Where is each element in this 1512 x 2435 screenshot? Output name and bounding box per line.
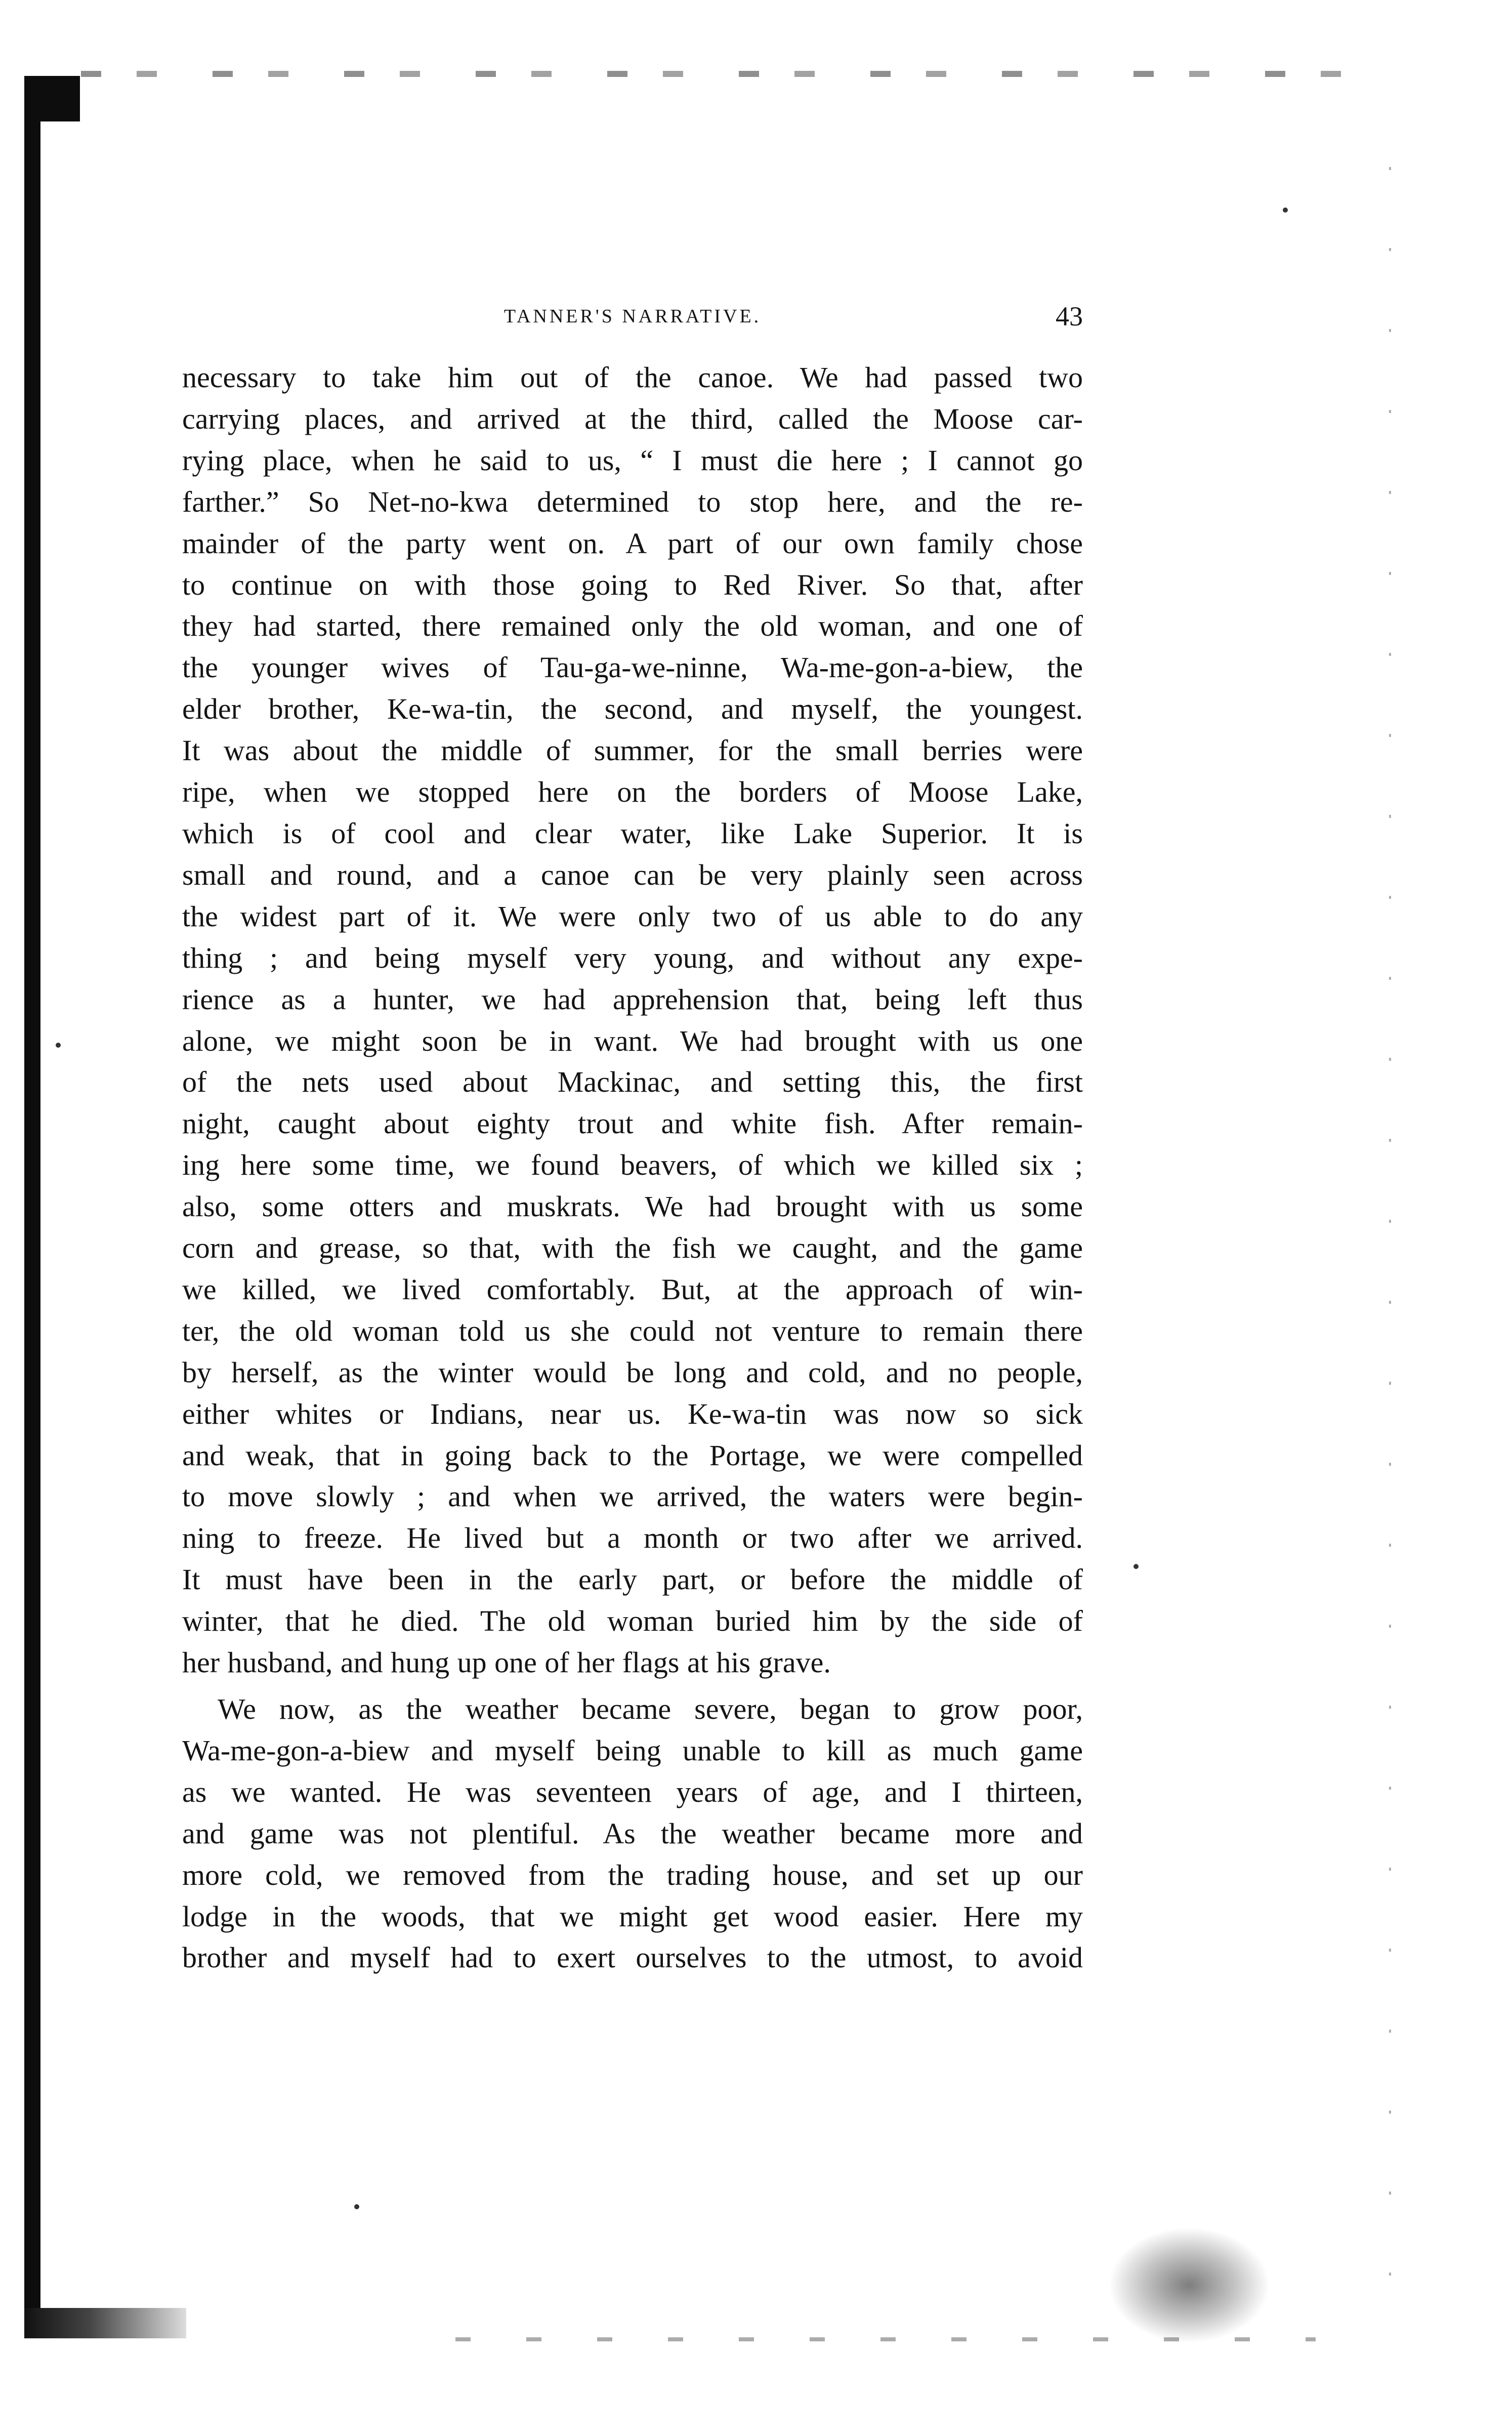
text-line: ter, the old woman told us she could not venture to remain there	[182, 1314, 1083, 1347]
text-line: alone, we might soon be in want. We had brought with us one	[182, 1024, 1083, 1057]
text-line: thing ; and being myself very young, and without any expe-	[182, 941, 1083, 974]
paragraph	[182, 357, 1083, 1683]
text-line: to continue on with those going to Red River. So that, after	[182, 568, 1083, 601]
text-line: rying place, when he said to us, “ I must die here ; I cannot go	[182, 443, 1083, 477]
text-line: ning to freeze. He lived but a month or two after we arrived.	[182, 1521, 1083, 1555]
page-number: 43	[1056, 301, 1083, 332]
scan-speck	[354, 2204, 359, 2209]
text-line: winter, that he died. The old woman buried him by the side of	[182, 1604, 1083, 1638]
text-line: small and round, and a canoe can be very plainly seen across	[182, 858, 1083, 891]
text-line: ing here some time, we found beavers, of which we killed six ;	[182, 1148, 1083, 1182]
text-line: by herself, as the winter would be long and cold, and no people,	[182, 1355, 1083, 1389]
text-line: We now, as the weather became severe, began to grow poor,	[218, 1693, 1083, 1725]
text-line: brother and myself had to exert ourselves to the utmost, to avoid	[182, 1941, 1083, 1974]
text-line: corn and grease, so that, with the fish we caught, and the game	[182, 1231, 1083, 1265]
scan-speck	[1133, 1564, 1139, 1569]
text-line: mainder of the party went on. A part of our own family chose	[182, 526, 1083, 560]
text-line: also, some otters and muskrats. We had brought with us some	[182, 1190, 1083, 1223]
text-line: and weak, that in going back to the Portage, we were compelled	[182, 1438, 1083, 1472]
text-line: rience as a hunter, we had apprehension that, being left thus	[182, 982, 1083, 1016]
text-line: her husband, and hung up one of her flags at his grave.	[182, 1646, 831, 1679]
page-right-edge-noise	[1389, 167, 1391, 2293]
running-head: TANNER'S NARRATIVE.	[503, 306, 762, 327]
paragraph	[182, 1688, 1083, 1978]
text-line: It was about the middle of summer, for the small berries were	[182, 734, 1083, 767]
text-line: more cold, we removed from the trading house, and set up our	[182, 1858, 1083, 1891]
text-line: night, caught about eighty trout and white fish. After remain-	[182, 1107, 1083, 1140]
scan-speck	[1283, 208, 1288, 213]
binding-bottom-shadow	[24, 2308, 186, 2338]
text-line: and game was not plentiful. As the weather became more and	[182, 1817, 1083, 1850]
text-line: ripe, when we stopped here on the borders of Moose Lake,	[182, 775, 1083, 809]
page-top-edge-noise	[81, 71, 1376, 77]
text-line: which is of cool and clear water, like Lake Superior. It is	[182, 816, 1083, 850]
text-line: we killed, we lived comfortably. But, at the approach of win-	[182, 1272, 1083, 1306]
text-line: either whites or Indians, near us. Ke-wa-tin was now so sick	[182, 1397, 1083, 1430]
text-line: lodge in the woods, that we might get wood easier. Here my	[182, 1900, 1083, 1933]
text-line: they had started, there remained only the old woman, and one of	[182, 609, 1083, 643]
text-line: the younger wives of Tau-ga-we-ninne, Wa-me-gon-a-biew, the	[182, 651, 1083, 684]
page-header	[182, 299, 1083, 334]
text-line: to move slowly ; and when we arrived, the waters were begin-	[182, 1480, 1083, 1513]
text-line: farther.” So Net-no-kwa determined to stop here, and the re-	[182, 485, 1083, 518]
bottom-right-smudge	[1108, 2227, 1270, 2343]
scan-speck	[56, 1043, 61, 1048]
text-line: carrying places, and arrived at the third, called the Moose car-	[182, 402, 1083, 435]
text-line: Wa-me-gon-a-biew and myself being unable to kill as much game	[182, 1734, 1083, 1767]
text-line: It must have been in the early part, or before the middle of	[182, 1563, 1083, 1596]
book-binding-shadow	[24, 76, 40, 2338]
binding-corner-shadow	[24, 76, 80, 121]
text-line: the widest part of it. We were only two of us able to do any	[182, 899, 1083, 933]
text-line: of the nets used about Mackinac, and setting this, the first	[182, 1065, 1083, 1099]
text-line: as we wanted. He was seventeen years of age, and I thirteen,	[182, 1775, 1083, 1808]
text-line: elder brother, Ke-wa-tin, the second, and myself, the youngest.	[182, 692, 1083, 726]
text-line: necessary to take him out of the canoe. We had passed two	[182, 361, 1083, 394]
body-text	[182, 357, 1083, 1978]
